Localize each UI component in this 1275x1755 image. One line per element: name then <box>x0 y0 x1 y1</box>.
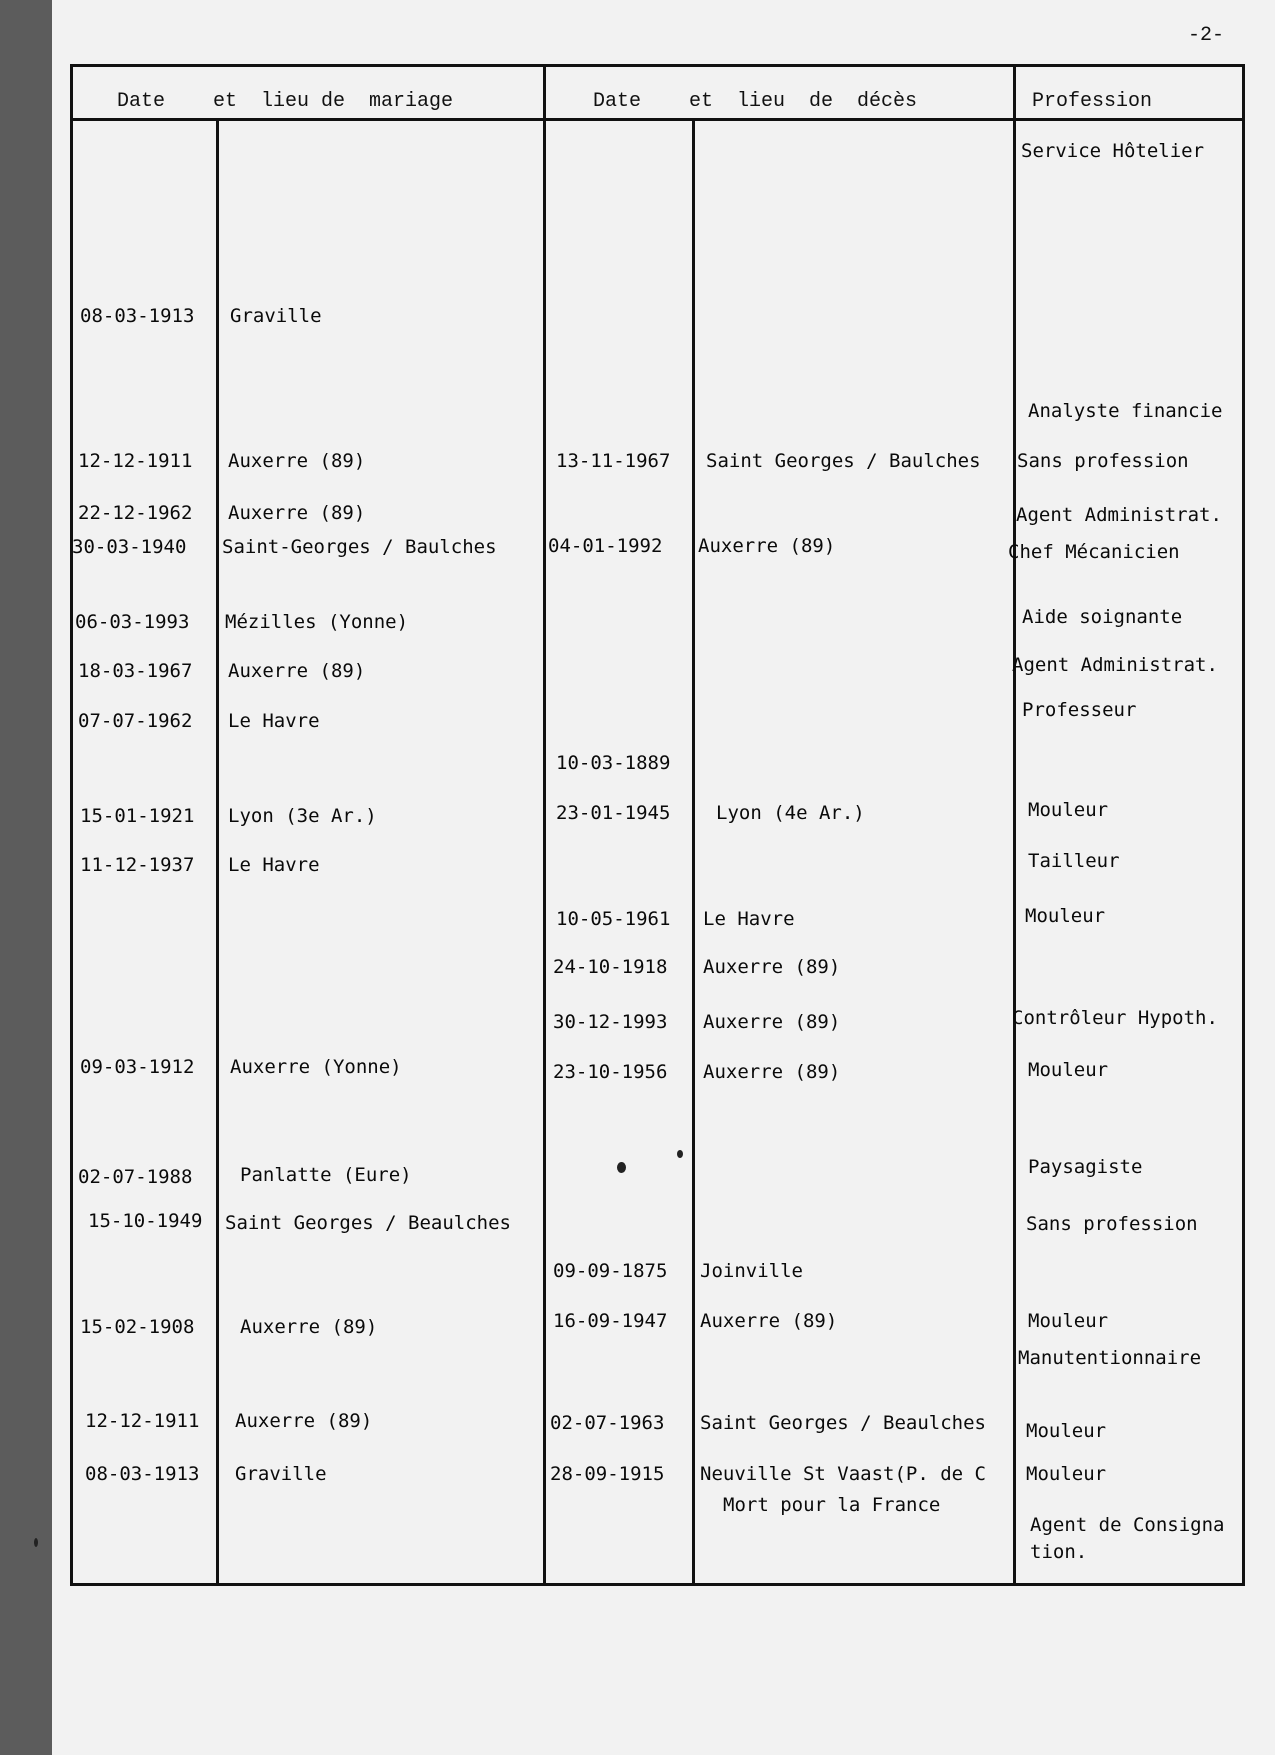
profession: Agent Administrat. <box>1016 504 1222 526</box>
deces-date: 23-10-1956 <box>553 1061 668 1083</box>
column-divider-deces <box>543 64 546 1586</box>
profession: Mouleur <box>1028 1059 1109 1081</box>
mariage-lieu: Auxerre (Yonne) <box>230 1056 402 1078</box>
mariage-date: 30-03-1940 <box>72 536 187 558</box>
profession: Mouleur <box>1026 1463 1107 1485</box>
profession: Mouleur <box>1026 1420 1107 1442</box>
header-mariage: Date et lieu de mariage <box>117 90 454 113</box>
mariage-lieu: Lyon (3e Ar.) <box>228 805 377 827</box>
deces-date: 13-11-1967 <box>556 450 671 472</box>
mariage-lieu: Auxerre (89) <box>228 660 366 682</box>
profession: Tailleur <box>1028 850 1120 872</box>
mariage-lieu: Auxerre (89) <box>240 1316 378 1338</box>
mariage-lieu: Auxerre (89) <box>228 502 366 524</box>
mariage-lieu: Graville <box>230 305 322 327</box>
mariage-lieu: Panlatte (Eure) <box>240 1164 412 1186</box>
ink-speck <box>617 1162 626 1173</box>
ink-speck <box>34 1538 38 1547</box>
header-profession: Profession <box>1032 90 1153 113</box>
profession: Paysagiste <box>1028 1156 1143 1178</box>
mariage-lieu: Le Havre <box>228 854 320 876</box>
deces-lieu: Joinville <box>700 1260 803 1282</box>
profession: Mouleur <box>1028 1310 1109 1332</box>
profession: Chef Mécanicien <box>1008 541 1180 563</box>
profession: Contrôleur Hypoth. <box>1012 1007 1218 1029</box>
mariage-date: 11-12-1937 <box>80 854 195 876</box>
mariage-date: 12-12-1911 <box>78 450 193 472</box>
deces-lieu: Saint Georges / Beaulches <box>700 1412 986 1434</box>
profession: Sans profession <box>1017 450 1189 472</box>
deces-lieu: Auxerre (89) <box>698 535 836 557</box>
header-deces: Date et lieu de décès <box>593 90 918 113</box>
mariage-date: 02-07-1988 <box>78 1166 193 1188</box>
profession: Mouleur <box>1028 799 1109 821</box>
deces-date: 24-10-1918 <box>553 956 668 978</box>
profession: Aide soignante <box>1022 606 1183 628</box>
mariage-lieu: Saint Georges / Beaulches <box>225 1212 511 1234</box>
deces-date: 04-01-1992 <box>548 535 663 557</box>
column-divider-deces-lieu <box>692 121 695 1586</box>
mariage-date: 08-03-1913 <box>80 305 195 327</box>
header-rule <box>70 118 1245 121</box>
profession: Manutentionnaire <box>1018 1347 1202 1369</box>
deces-date: 30-12-1993 <box>553 1011 668 1033</box>
mariage-lieu: Auxerre (89) <box>235 1410 373 1432</box>
deces-date: 02-07-1963 <box>550 1412 665 1434</box>
profession: tion. <box>1030 1541 1088 1563</box>
profession: Mouleur <box>1025 905 1106 927</box>
mariage-lieu: Auxerre (89) <box>228 450 366 472</box>
mariage-date: 08-03-1913 <box>85 1463 200 1485</box>
mariage-date: 18-03-1967 <box>78 660 193 682</box>
deces-note: Mort pour la France <box>723 1494 941 1516</box>
mariage-date: 07-07-1962 <box>78 710 193 732</box>
deces-lieu: Le Havre <box>703 908 795 930</box>
mariage-date: 06-03-1993 <box>75 611 190 633</box>
deces-lieu: Auxerre (89) <box>703 1011 841 1033</box>
mariage-date: 12-12-1911 <box>85 1410 200 1432</box>
profession: Agent Administrat. <box>1012 654 1218 676</box>
column-divider-mariage-lieu <box>216 121 219 1586</box>
profession: Professeur <box>1022 699 1137 721</box>
deces-date: 28-09-1915 <box>550 1463 665 1485</box>
deces-lieu: Neuville St Vaast(P. de C <box>700 1463 986 1485</box>
mariage-date: 15-02-1908 <box>80 1316 195 1338</box>
deces-date: 10-05-1961 <box>556 908 671 930</box>
profession: Service Hôtelier <box>1021 140 1205 162</box>
mariage-date: 09-03-1912 <box>80 1056 195 1078</box>
deces-date: 23-01-1945 <box>556 802 671 824</box>
page-number: -2- <box>1188 24 1225 47</box>
mariage-date: 15-01-1921 <box>80 805 195 827</box>
mariage-date: 22-12-1962 <box>78 502 193 524</box>
profession: Analyste financie <box>1028 400 1223 422</box>
deces-lieu: Auxerre (89) <box>703 956 841 978</box>
ink-speck <box>677 1150 683 1158</box>
deces-lieu: Auxerre (89) <box>700 1310 838 1332</box>
deces-date: 10-03-1889 <box>556 752 671 774</box>
profession: Sans profession <box>1026 1213 1198 1235</box>
mariage-lieu: Saint-Georges / Baulches <box>222 536 497 558</box>
deces-lieu: Lyon (4e Ar.) <box>716 802 865 824</box>
deces-lieu: Saint Georges / Baulches <box>706 450 981 472</box>
mariage-lieu: Mézilles (Yonne) <box>225 611 409 633</box>
profession: Agent de Consigna <box>1030 1514 1225 1536</box>
mariage-lieu: Graville <box>235 1463 327 1485</box>
column-divider-profession <box>1013 64 1016 1586</box>
mariage-lieu: Le Havre <box>228 710 320 732</box>
deces-date: 09-09-1875 <box>553 1260 668 1282</box>
mariage-date: 15-10-1949 <box>88 1210 203 1232</box>
deces-date: 16-09-1947 <box>553 1310 668 1332</box>
deces-lieu: Auxerre (89) <box>703 1061 841 1083</box>
